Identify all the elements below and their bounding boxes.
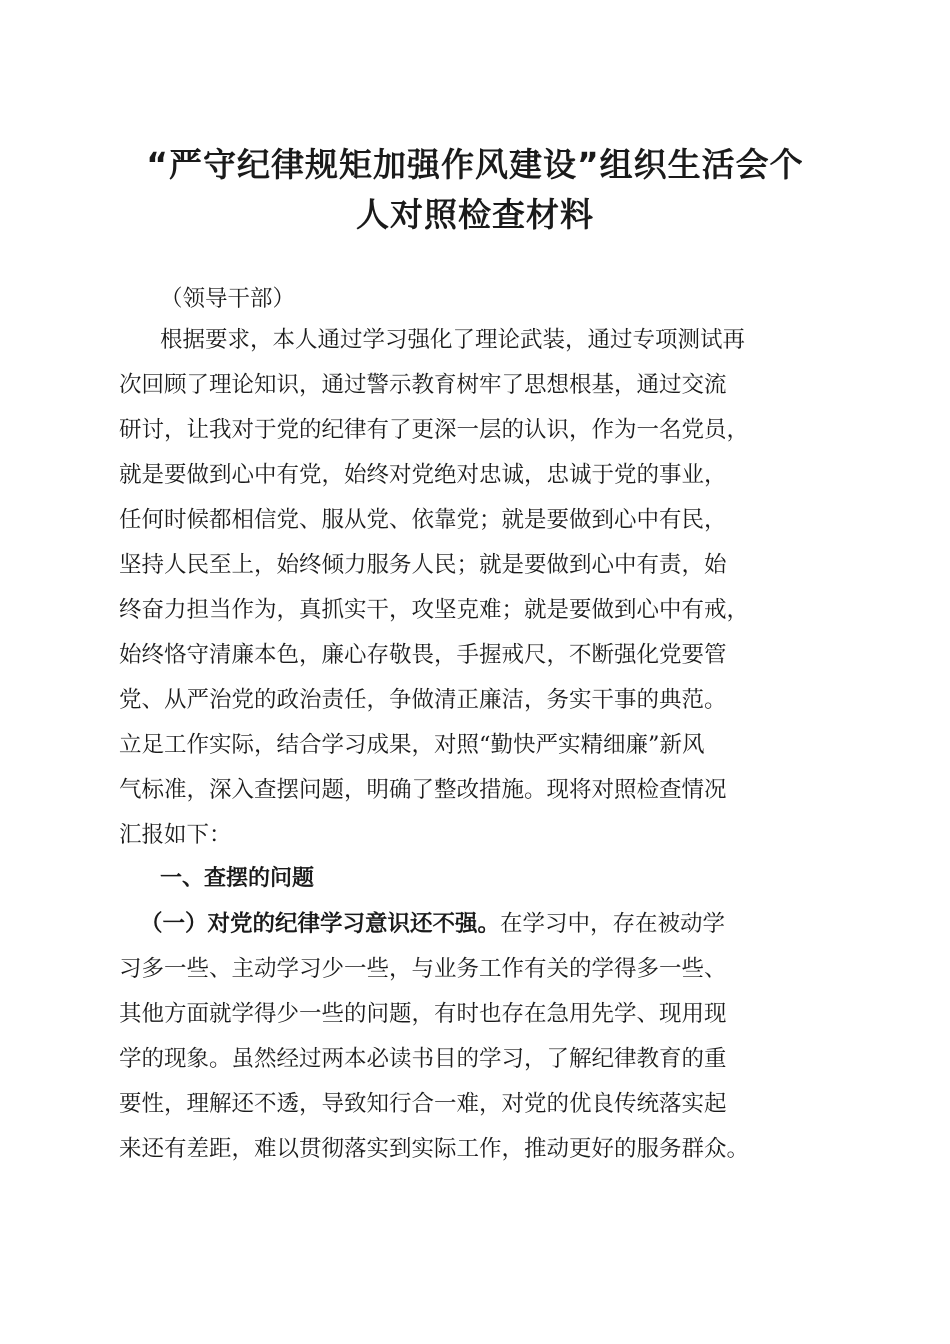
intro-line: 立足工作实际，结合学习成果，对照“勤快严实精细廉”新风 <box>119 732 705 758</box>
subtitle: （领导干部） <box>160 286 296 312</box>
point-1-lead: （一）对党的纪律学习意识还不强。 <box>140 911 501 937</box>
point-1-line: 来还有差距，难以贯彻落实到实际工作，推动更好的服务群众。 <box>119 1136 750 1162</box>
intro-line: 研讨，让我对于党的纪律有了更深一层的认识，作为一名党员， <box>119 417 750 443</box>
section-heading: 一、查摆的问题 <box>160 866 315 891</box>
intro-line: 汇报如下： <box>119 822 232 848</box>
intro-line: 坚持人民至上，始终倾力服务人民；就是要做到心中有责，始 <box>119 552 727 578</box>
point-1-line: 要性，理解还不透，导致知行合一难，对党的优良传统落实起 <box>119 1091 727 1117</box>
intro-line: 根据要求，本人通过学习强化了理论武装，通过专项测试再 <box>160 327 746 353</box>
point-1-line: 学的现象。虽然经过两本必读书目的学习，了解纪律教育的重 <box>119 1046 727 1072</box>
intro-line: 次回顾了理论知识，通过警示教育树牢了思想根基，通过交流 <box>119 372 727 398</box>
point-1-first-line <box>140 909 725 939</box>
intro-line: 始终恪守清廉本色，廉心存敬畏，手握戒尺，不断强化党要管 <box>119 642 727 668</box>
point-1-line: 其他方面就学得少一些的问题，有时也存在急用先学、现用现 <box>119 1001 727 1027</box>
point-1-line: 习多一些、主动学习少一些，与业务工作有关的学得多一些、 <box>119 956 727 982</box>
title-line-1: “严守纪律规矩加强作风建设”组织生活会个 <box>146 145 804 184</box>
intro-line: 党、从严治党的政治责任，争做清正廉洁，务实干事的典范。 <box>119 687 727 713</box>
point-1-text: 在学习中，存在被动学 <box>500 911 726 937</box>
intro-line: 终奋力担当作为，真抓实干，攻坚克难；就是要做到心中有戒， <box>119 597 750 623</box>
intro-line: 气标准，深入查摆问题，明确了整改措施。现将对照检查情况 <box>119 777 727 803</box>
title-line-2: 人对照检查材料 <box>356 195 594 234</box>
intro-line: 就是要做到心中有党，始终对党绝对忠诚，忠诚于党的事业， <box>119 462 727 488</box>
document-title <box>100 140 850 240</box>
intro-line: 任何时候都相信党、服从党、依靠党；就是要做到心中有民， <box>119 507 727 533</box>
